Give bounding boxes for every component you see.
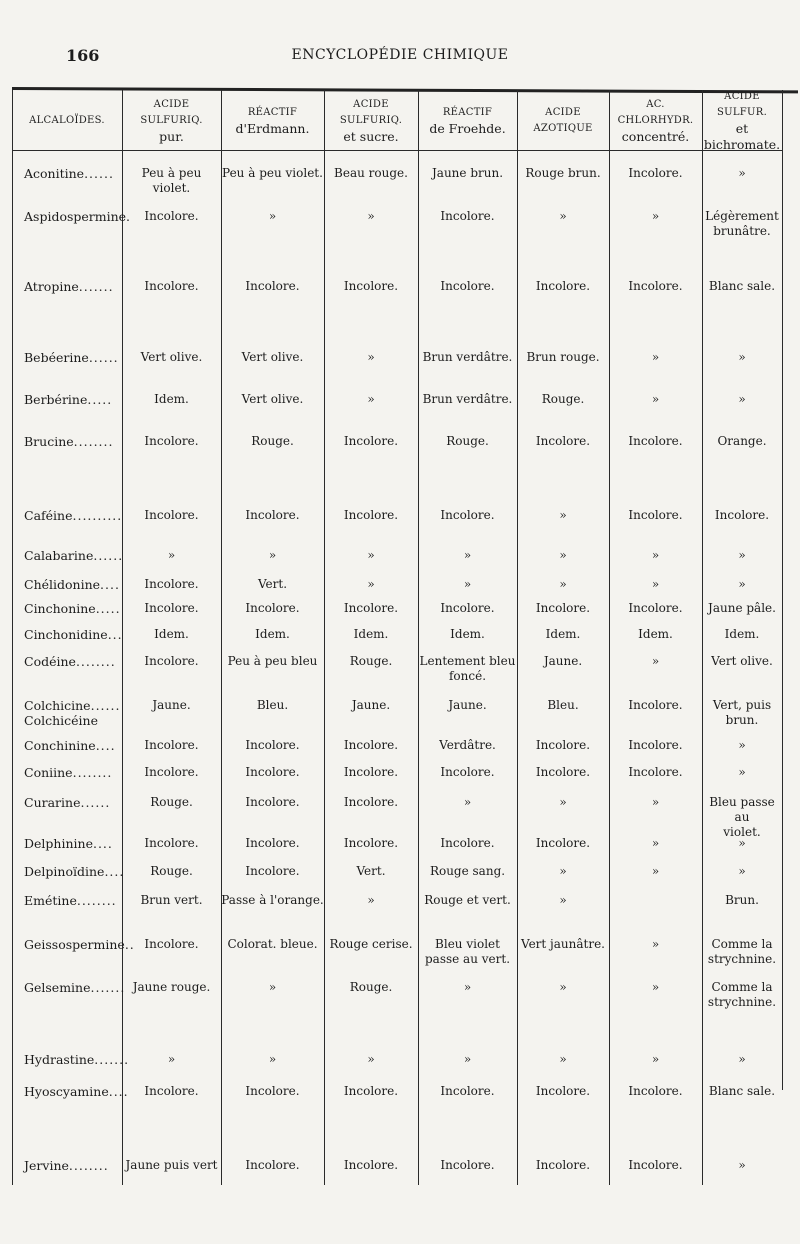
reaction-cell: Incolore. [245, 1158, 300, 1172]
reaction-cell: Jaune. [351, 698, 391, 712]
reaction-cell: Brun rouge. [526, 350, 600, 364]
alkaloid-name [24, 350, 119, 365]
leader-dots: ...... [90, 698, 121, 713]
reaction-cell: Légèrement brunâtre. [705, 209, 779, 238]
alkaloid-label: Atropine [24, 279, 79, 294]
reaction-cell: Incolore. [144, 937, 199, 951]
alkaloid-name [24, 980, 125, 995]
alkaloid-name [24, 1158, 109, 1173]
reaction-cell: Incolore. [343, 279, 399, 293]
column-header-line1: ACIDE SULFURIQ. [339, 99, 403, 126]
reaction-cell: Incolore. [440, 836, 495, 850]
reaction-cell: » [651, 836, 660, 850]
leader-dots: ..... [87, 392, 113, 407]
reaction-cell: Rouge cerise. [329, 937, 413, 951]
column-header-line2: et sucre. [343, 129, 399, 144]
reaction-cell: Jaune. [448, 698, 487, 712]
reaction-cell: Vert olive. [241, 350, 304, 364]
reaction-cell: Peu à peu violet. [141, 166, 202, 195]
reaction-cell: Incolore. [535, 1158, 591, 1172]
reaction-cell: Incolore. [343, 738, 399, 752]
leader-dots: ...... [88, 350, 119, 365]
alkaloid-name [24, 795, 110, 810]
reaction-cell: » [651, 864, 660, 878]
reaction-cell: Idem. [724, 627, 760, 641]
reaction-cell: » [167, 548, 176, 562]
reaction-cell: Incolore. [440, 209, 495, 223]
alkaloid-label: Coniine [24, 765, 73, 780]
alkaloid-name [24, 601, 121, 616]
alkaloid-label: Codéine [24, 654, 76, 669]
reaction-cell: Incolore. [144, 601, 199, 615]
reaction-cell: Blanc sale. [708, 1084, 776, 1098]
reaction-cell: Incolore. [245, 836, 300, 850]
column-header-line1: ACIDE AZOTIQUE [533, 107, 593, 134]
reaction-cell: Vert olive. [711, 654, 773, 668]
reaction-cell: » [651, 577, 660, 591]
leader-dots: .... [95, 738, 116, 753]
reaction-cell: Vert. [356, 864, 386, 878]
alkaloid-label: Calabarine [24, 548, 94, 563]
reaction-cell: Incolore. [535, 765, 591, 779]
reaction-cell: Incolore. [245, 765, 300, 779]
reaction-cell: Incolore. [343, 601, 399, 615]
alkaloid-label: Cinchonidine [24, 627, 108, 642]
reaction-cell: Rouge sang. [429, 864, 506, 878]
alkaloid-name [24, 548, 123, 563]
reaction-cell: Verdâtre. [439, 738, 496, 752]
reaction-cell: Rouge. [349, 654, 393, 668]
alkaloid-name [24, 166, 114, 181]
reaction-cell: » [738, 738, 746, 752]
reaction-cell: » [268, 548, 277, 562]
reaction-cell: Brun. [725, 893, 759, 907]
reaction-cell: Idem. [638, 627, 673, 641]
reaction-cell: Incolore. [535, 1084, 591, 1098]
reaction-cell: Orange. [717, 434, 767, 448]
reaction-cell: Rouge. [541, 392, 585, 406]
column-header-line1: ACIDE SULFURIQ. [140, 99, 203, 126]
reaction-cell: Idem. [154, 392, 189, 406]
reaction-cell: Vert olive. [241, 392, 304, 406]
reaction-cell: Incolore. [628, 279, 683, 293]
column-header-line1: RÉACTIF [247, 107, 298, 118]
column-header [221, 96, 324, 146]
reaction-cell: » [367, 577, 375, 591]
reaction-cell: » [559, 893, 567, 907]
alkaloid-name [24, 209, 130, 224]
reaction-cell: Incolore. [535, 279, 591, 293]
alkaloid-name [24, 893, 117, 908]
reaction-cell: » [463, 980, 472, 994]
alkaloid-label: Colchicine [24, 698, 91, 713]
alkaloid-name [24, 392, 112, 407]
leader-dots: .... [108, 1084, 129, 1099]
reaction-cell: Incolore. [440, 1158, 495, 1172]
reaction-cell: » [651, 654, 660, 668]
reaction-cell: Vert olive. [140, 350, 203, 364]
reaction-cell: Incolore. [440, 1084, 495, 1098]
reaction-cell: » [559, 1052, 567, 1066]
alkaloid-name [24, 864, 124, 879]
reaction-cell: Incolore. [343, 434, 399, 448]
reaction-cell: Jaune pâle. [708, 601, 776, 615]
reaction-cell: Incolore. [628, 765, 683, 779]
reaction-cell: Vert jaunâtre. [521, 937, 605, 951]
column-header-line2: d'Erdmann. [235, 121, 310, 136]
reaction-cell: Incolore. [535, 738, 591, 752]
column-rule [12, 90, 13, 1185]
reaction-cell: » [463, 795, 472, 809]
reaction-cell: Idem. [545, 627, 581, 641]
reaction-cell: Incolore. [535, 601, 591, 615]
leader-dots: ........ [73, 434, 114, 449]
reaction-cell: Incolore. [628, 601, 683, 615]
reaction-cell: Peu à peu violet. [222, 166, 323, 180]
alkaloid-name [24, 698, 120, 728]
reaction-cell: Bleu. [256, 698, 289, 712]
reaction-cell: » [738, 392, 746, 406]
reaction-cell: Vert, puis brun. [712, 698, 772, 727]
reaction-cell: » [738, 1158, 746, 1172]
reaction-cell: Incolore. [144, 836, 199, 850]
reaction-cell: » [738, 836, 746, 850]
reaction-cell: Incolore. [628, 434, 683, 448]
reaction-cell: » [268, 1052, 277, 1066]
reaction-cell: Incolore. [343, 765, 399, 779]
reaction-cell: Incolore. [245, 601, 300, 615]
reaction-cell: » [463, 1052, 472, 1066]
reaction-cell: Colorat. bleue. [227, 937, 318, 951]
reaction-cell: Incolore. [628, 1084, 683, 1098]
reaction-cell: Jaune. [543, 654, 583, 668]
reaction-cell: Incolore. [628, 1158, 683, 1172]
reaction-cell: Beau rouge. [334, 166, 408, 180]
column-header [12, 96, 122, 146]
alkaloid-label: Jervine [24, 1158, 69, 1173]
reaction-cell: Brun verdâtre. [422, 392, 513, 406]
reaction-cell: » [738, 166, 746, 180]
reaction-cell: Incolore. [440, 765, 495, 779]
reaction-cell: Rouge brun. [525, 166, 601, 180]
column-header-line1: ACIDE SULFUR. [716, 91, 768, 118]
reaction-cell: » [738, 864, 746, 878]
alkaloid-label: Caféine [24, 508, 73, 523]
leader-dots: ..... [95, 601, 121, 616]
alkaloid-name [24, 738, 116, 753]
reaction-cell: » [559, 864, 567, 878]
reaction-cell: Incolore. [245, 1084, 300, 1098]
reaction-cell: » [367, 893, 375, 907]
reaction-cell: Comme la strychnine. [707, 937, 777, 966]
reaction-cell: Rouge. [349, 980, 393, 994]
reaction-cell: Incolore. [245, 864, 300, 878]
column-header [418, 96, 517, 146]
column-header [702, 91, 782, 152]
reaction-cell: Incolore. [628, 698, 683, 712]
leader-dots: ... [107, 627, 123, 642]
alkaloid-label: Cinchonine [24, 601, 96, 616]
alkaloid-label: Hydrastine [24, 1052, 95, 1067]
column-header-line2: de Froehde. [429, 121, 506, 136]
column-rule [782, 90, 783, 1090]
alkaloid-label: Brucine [24, 434, 74, 449]
reaction-cell: Bleu violet passe au vert. [424, 937, 511, 966]
alkaloid-label: Delphinine [24, 836, 93, 851]
reaction-cell: Incolore. [245, 279, 300, 293]
reaction-cell: Brun verdâtre. [422, 350, 513, 364]
reaction-cell: Idem. [450, 627, 485, 641]
leader-dots: .......... [72, 508, 123, 523]
leader-dots: ....... [78, 279, 114, 294]
leader-dots: ........ [76, 893, 117, 908]
reaction-cell: Incolore. [144, 654, 199, 668]
running-title: ENCYCLOPÉDIE CHIMIQUE [291, 47, 509, 63]
reaction-cell: » [651, 937, 660, 951]
reaction-cell: Incolore. [245, 738, 300, 752]
reaction-cell: Incolore. [144, 738, 199, 752]
reaction-cell: » [367, 548, 375, 562]
reaction-cell: » [651, 350, 660, 364]
reaction-cell: Incolore. [440, 601, 495, 615]
reaction-cell: Incolore. [440, 508, 495, 522]
reaction-cell: Incolore. [144, 508, 199, 522]
reaction-cell: » [268, 980, 277, 994]
leader-dots: ...... [84, 166, 114, 181]
reaction-cell: Incolore. [144, 434, 199, 448]
leader-dots: ...... [80, 795, 111, 810]
reaction-cell: Incolore. [535, 434, 591, 448]
reaction-cell: » [651, 548, 660, 562]
reaction-cell: » [367, 1052, 375, 1066]
reaction-cell: Idem. [255, 627, 290, 641]
reaction-cell: Incolore. [144, 765, 199, 779]
alkaloid-label: Conchinine [24, 738, 96, 753]
reaction-cell: Rouge et vert. [424, 893, 511, 907]
alkaloid-label: Bebéerine [24, 350, 89, 365]
alkaloid-name [24, 577, 120, 592]
reaction-cell: Lentement bleu foncé. [419, 654, 516, 683]
reaction-cell: Rouge. [150, 864, 193, 878]
alkaloid-name [24, 627, 123, 642]
reaction-cell: » [367, 392, 375, 406]
alkaloid-name [24, 654, 116, 669]
reaction-cell: Incolore. [343, 1084, 399, 1098]
reaction-cell: Incolore. [343, 508, 399, 522]
reaction-cell: Jaune. [152, 698, 191, 712]
reaction-cell: Incolore. [343, 795, 399, 809]
reaction-cell: » [559, 980, 567, 994]
leader-dots: ........ [75, 654, 116, 669]
reaction-cell: » [268, 209, 277, 223]
alkaloid-name [24, 765, 112, 780]
reaction-cell: Vert. [257, 577, 288, 591]
reaction-cell: Incolore. [343, 1158, 399, 1172]
alkaloid-label: Geissospermine [24, 937, 125, 952]
alkaloid-name [24, 937, 135, 952]
reaction-cell: Bleu passe au violet. [709, 795, 775, 839]
reaction-cell: Incolore. [535, 836, 591, 850]
reaction-cell: Blanc sale. [708, 279, 776, 293]
alkaloid-name [24, 508, 122, 523]
reaction-cell: Incolore. [628, 508, 683, 522]
reaction-cell: » [463, 548, 472, 562]
reaction-cell: » [559, 577, 567, 591]
header-rule [12, 150, 782, 151]
reaction-cell: Rouge. [446, 434, 489, 448]
leader-dots: ........ [68, 1158, 109, 1173]
reaction-cell: Bleu. [547, 698, 579, 712]
reaction-cell: Incolore. [440, 279, 495, 293]
reaction-cell: » [559, 548, 567, 562]
column-header-line1: RÉACTIF [442, 107, 493, 118]
alkaloid-name [24, 434, 113, 449]
column-header-line1: AC. CHLORHYDR. [617, 99, 694, 126]
reaction-cell: Idem. [353, 627, 389, 641]
column-header-line1: ALCALOÏDES. [29, 115, 105, 126]
reaction-cell: » [738, 350, 746, 364]
reaction-cell: » [651, 795, 660, 809]
reaction-cell: » [559, 508, 567, 522]
alkaloid-label: Berbérine [24, 392, 88, 407]
reaction-cell: » [367, 209, 375, 223]
reaction-cell: » [738, 1052, 746, 1066]
reaction-cell: Incolore. [245, 508, 300, 522]
alkaloid-label: Colchicéine [24, 713, 98, 728]
column-header-line2: concentré. [621, 129, 690, 144]
reaction-cell: Jaune puis vert [125, 1158, 218, 1172]
reaction-cell: Jaune brun. [431, 166, 504, 180]
reaction-cell: » [367, 350, 375, 364]
alkaloid-name [24, 1052, 129, 1067]
reaction-cell: Incolore. [144, 1084, 199, 1098]
column-header [122, 96, 221, 146]
reaction-cell: » [559, 209, 567, 223]
reaction-cell: Incolore. [144, 209, 199, 223]
leader-dots: ........ [72, 765, 113, 780]
reaction-cell: » [559, 795, 567, 809]
reaction-cell: Rouge. [251, 434, 294, 448]
reaction-cell: » [167, 1052, 176, 1066]
reaction-cell: Incolore. [144, 577, 199, 591]
reaction-cell: Peu à peu bleu [227, 654, 318, 668]
alkaloid-label: Gelsemine [24, 980, 91, 995]
reaction-cell: Incolore. [245, 795, 300, 809]
leader-dots: .. [124, 937, 135, 952]
leader-dots: .... [100, 577, 120, 592]
leader-dots: .... [92, 836, 113, 851]
reaction-cell: Incolore. [343, 836, 399, 850]
reaction-cell: Passe à l'orange. [221, 893, 324, 907]
reaction-cell: » [651, 392, 660, 406]
reaction-cell: Incolore. [628, 166, 683, 180]
alkaloid-name [24, 836, 113, 851]
alkaloid-name [24, 1084, 129, 1099]
reaction-cell: Incolore. [714, 508, 770, 522]
reaction-cell: Rouge. [150, 795, 193, 809]
reaction-cell: Incolore. [144, 279, 199, 293]
column-header [517, 96, 609, 146]
alkaloid-label: Chélidonine [24, 577, 101, 592]
reaction-cell: » [738, 548, 746, 562]
alkaloid-label: Curarine [24, 795, 81, 810]
reaction-cell: » [738, 765, 746, 779]
column-header [324, 96, 418, 146]
reaction-cell: » [651, 209, 660, 223]
reaction-cell: Jaune rouge. [132, 980, 211, 994]
alkaloid-label: Aspidospermine. [24, 209, 131, 224]
reaction-cell: Incolore. [628, 738, 683, 752]
reaction-cell: Idem. [154, 627, 189, 641]
reaction-cell: » [463, 577, 472, 591]
page-number: 166 [66, 46, 100, 65]
column-header [609, 96, 702, 146]
leader-dots: ....... [94, 1052, 130, 1067]
reaction-cell: » [651, 1052, 660, 1066]
reaction-cell: » [651, 980, 660, 994]
leader-dots: .... [104, 864, 125, 879]
alkaloid-name [24, 279, 114, 294]
leader-dots: ....... [90, 980, 126, 995]
column-header-line2: pur. [159, 129, 184, 144]
leader-dots: ...... [93, 548, 124, 563]
reaction-cell: Brun vert. [140, 893, 203, 907]
reaction-cell: Comme la strychnine. [707, 980, 777, 1009]
alkaloid-label: Delpinoïdine [24, 864, 105, 879]
alkaloid-label: Aconitine [24, 166, 85, 181]
alkaloid-label: Emétine [24, 893, 77, 908]
alkaloid-label: Hyoscyamine [24, 1084, 109, 1099]
reaction-cell: » [738, 577, 746, 591]
column-header-line2: et bichromate. [703, 121, 781, 152]
